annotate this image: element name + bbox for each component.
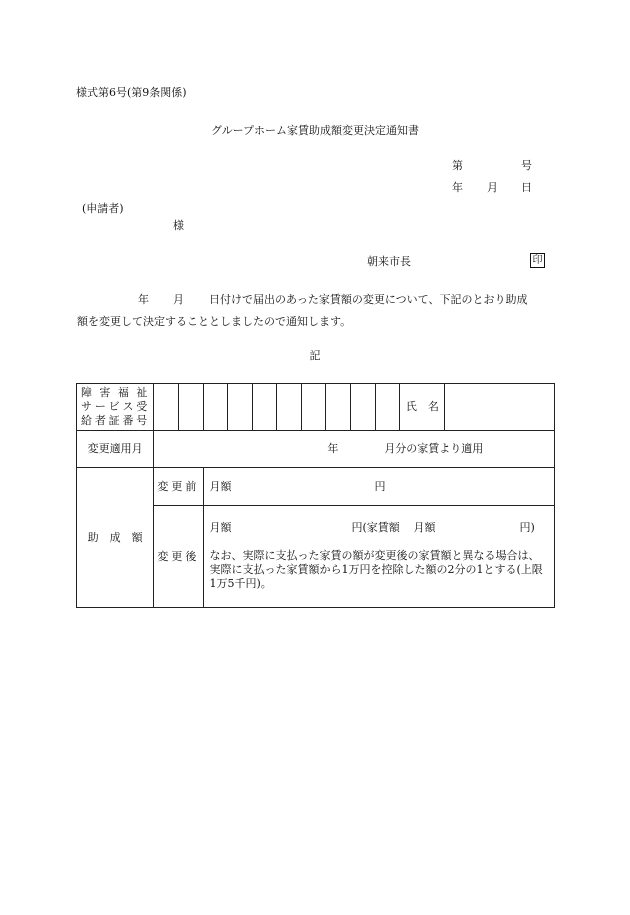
- subsidy-label: 助 成 額: [77, 468, 154, 608]
- before-row: [77, 468, 555, 506]
- cert-digit-box: [203, 384, 228, 431]
- name-label: 氏 名: [400, 384, 445, 431]
- change-month-text: 月分の家賃より適用: [384, 442, 484, 455]
- before-monthly-label: 月額: [209, 479, 232, 493]
- ki-heading: 記: [309, 349, 321, 362]
- date-day: 日: [521, 181, 532, 194]
- cert-digit-box: [375, 384, 400, 431]
- cert-label-line: サービス受: [81, 400, 150, 413]
- applicant-label: (申請者): [82, 202, 124, 215]
- issuer-title: 朝来市長: [367, 255, 411, 268]
- change-month-row: [77, 431, 555, 468]
- cert-number-row: [77, 384, 555, 431]
- after-yen-rent: 円(家賃額: [351, 520, 400, 534]
- cert-digit-box: [351, 384, 376, 431]
- cert-digit-box: [154, 384, 179, 431]
- after-monthly-label: 月額: [209, 520, 232, 534]
- body-year: 年: [138, 293, 149, 306]
- after-close: 円): [519, 520, 535, 534]
- cert-number-label: [77, 384, 154, 431]
- before-amount: [203, 468, 555, 506]
- name-value: [445, 384, 555, 431]
- notice-table: [76, 383, 555, 608]
- document-title: グループホーム家賃助成額変更決定通知書: [210, 124, 420, 137]
- seal-mark: 印: [530, 253, 545, 268]
- cert-digit-box: [277, 384, 302, 431]
- after-rent-monthly: 月額: [413, 520, 436, 534]
- cert-digit-box: [326, 384, 351, 431]
- cert-digit-box: [228, 384, 253, 431]
- after-label: 変更後: [154, 506, 203, 608]
- after-amount-line: [210, 521, 549, 535]
- cert-digit-box: [252, 384, 277, 431]
- body-line1: 日付けで届出のあった家賃額の変更について、下記のとおり助成: [209, 293, 528, 306]
- document-number-go: 号: [521, 159, 532, 172]
- body-line2: 額を変更して決定することとしましたので通知します。: [77, 315, 352, 328]
- before-label: 変更前: [154, 468, 203, 506]
- applicant-honorific: 様: [173, 219, 184, 232]
- cert-label-line: 障害福祉: [81, 386, 150, 399]
- date-month: 月: [487, 181, 498, 194]
- change-month-label: 変更適用月: [77, 431, 154, 468]
- after-note: なお、実際に支払った家賃の額が変更後の家賃額と異なる場合は、実際に支払った家賃額から1万円を控除した額の2分の1とする(上限1万5千円)。: [209, 548, 543, 590]
- body-month: 月: [173, 293, 184, 306]
- after-amount: [203, 506, 555, 608]
- change-month-value: [154, 431, 555, 468]
- cert-digit-box: [301, 384, 326, 431]
- form-number: 様式第6号(第9条関係): [76, 86, 187, 99]
- cert-digit-box: [178, 384, 203, 431]
- change-month-year: 年: [327, 442, 339, 455]
- before-yen: 円: [374, 479, 386, 493]
- cert-label-line: 給者証番号: [81, 414, 150, 427]
- document-number-dai: 第: [452, 159, 463, 172]
- date-year: 年: [452, 181, 463, 194]
